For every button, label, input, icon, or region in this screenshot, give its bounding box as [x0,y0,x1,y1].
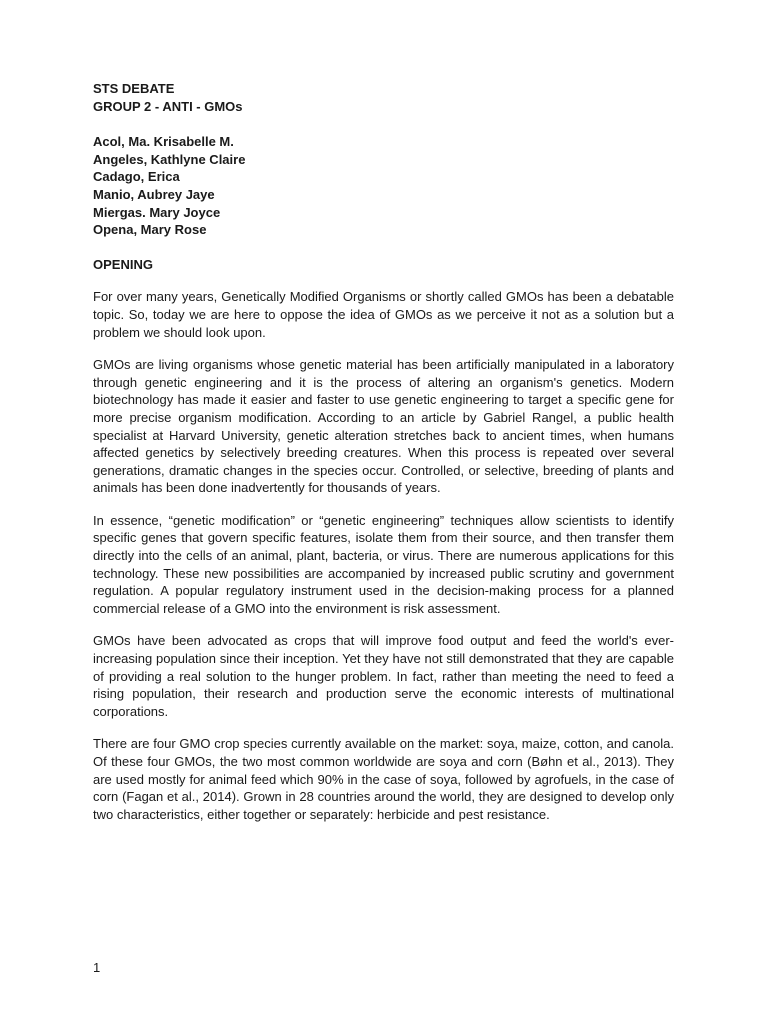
member-name: Miergas. Mary Joyce [93,204,221,220]
document-header [93,80,674,115]
paragraph: There are four GMO crop species currently available on the market: soya, maize, cotton, and canola. Of these four GMOs, the two most common worldwide are soya and corn (Bøhn et al., 2013). They are used mostly for animal feed which 90% in the case of soya, followed by agrofuels, in the case of corn (Fagan et al., 2014). Grown in 28 countries around the world, they are designed to develop only two characteristics, either together or separately: herbicide and pest resistance. [93,736,674,822]
member-name: Opena, Mary Rose [93,222,207,238]
document-body [93,80,674,823]
debate-title: STS DEBATE [93,81,175,96]
section-heading-opening: OPENING [93,256,153,272]
member-name: Manio, Aubrey Jaye [93,186,215,202]
member-name: Acol, Ma. Krisabelle M. [93,134,234,150]
paragraph: GMOs have been advocated as crops that will improve food output and feed the world's ever-increasing population since their inception. Yet they have not still demonstrated that they are capable of providing a real solution to the hunger problem. In fact, rather than meeting the need to feed a rising population, their research and production serve the economic interests of multinational corporations. [93,633,674,719]
member-list [93,133,674,239]
page-number: 1 [93,960,101,975]
paragraph: For over many years, Genetically Modified Organisms or shortly called GMOs has been a debatable topic. So, today we are here to oppose the idea of GMOs as we perceive it not as a solution but a problem we should look upon. [93,289,674,340]
member-name: Cadago, Erica [93,169,180,185]
member-name: Angeles, Kathlyne Claire [93,151,246,167]
group-title: GROUP 2 - ANTI - GMOs [93,98,243,114]
paragraph: In essence, “genetic modification” or “genetic engineering” techniques allow scientists to identify specific genes that govern specific features, isolate them from their source, and then transfer them directly into the cells of an animal, plant, bacteria, or virus. There are numerous applications for this technology. These new possibilities are accompanied by increased public scrutiny and government regulation. A popular regulatory instrument used in the decision-making process for a planned commercial release of a GMO into the environment is risk assessment. [93,512,674,616]
paragraph: GMOs are living organisms whose genetic material has been artificially manipulated in a laboratory through genetic engineering and it is the process of altering an organism's genetics. Modern biotechnology has made it easier and faster to use genetic engineering to target a specific gene for more precise organism modification. According to an article by Gabriel Rangel, a public health specialist at Harvard University, genetic alteration stretches back to ancient times, when humans affected genetics by selectively breeding creatures. When this process is repeated over several generations, dramatic changes in the species occur. Controlled, or selective, breeding of plants and animals has been done inadvertently for thousands of years. [93,357,674,496]
